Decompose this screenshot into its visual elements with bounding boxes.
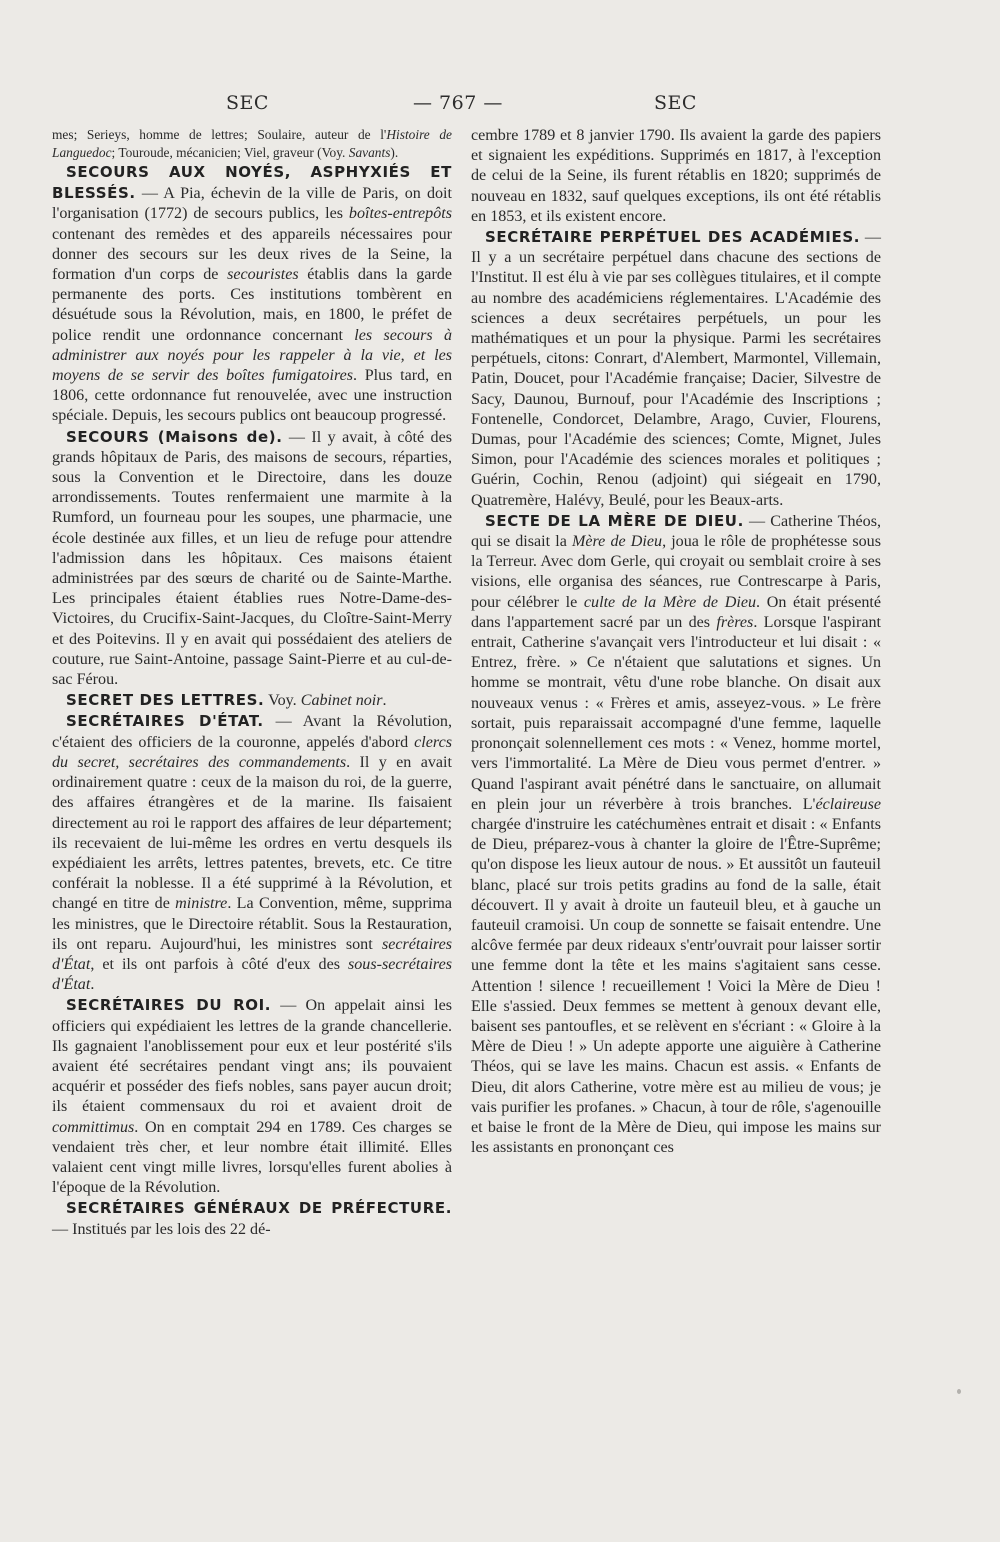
header-left-keyword: SEC bbox=[226, 92, 269, 114]
entry-secret-des-lettres: SECRET DES LETTRES. Voy. Cabinet noir. bbox=[66, 691, 387, 710]
entry-headword: SECTE DE LA MÈRE DE DIEU. bbox=[485, 511, 744, 530]
entry-secte-mere-de-dieu: SECTE DE LA MÈRE DE DIEU. — Catherine Théos, qui se disait la Mère de Dieu, joua le rôle de prophétesse sous la Terreur. Avec dom Gerle, qui croyait ou semblait croire à ses visions, elle organisa des séances, rue Contrescarpe à Paris, pour célébrer le culte de la Mère de Dieu. On était présenté dans l'appartement sacré par un des frères. Lorsque l'aspirant entrait, Catherine s'avançait vers l'introducteur et lui disait : « Entrez, frère. » Ce n'étaient que salutations et signes. Un homme se montrait, vêtu d'une robe blanche. On disait aux nouveaux venus : « Frères et amis, asseyez-vous. » Le frère sortait, puis reparaissait accompagné d'une femme, laquelle prononçait solennellement ces mots : « Venez, homme mortel, vers l'immortalité. La Mère de Dieu vous permet d'entrer. » Quand l'aspirant avait pénétré dans le sanctuaire, on allumait en plein jour un réverbère à trois branches. L'éclaireuse chargée d'instruire les catéchumènes entrait et disait : « Enfants de Dieu, préparez-vous à chanter la gloire de l'Être-Suprême; qu'on dispose les lieux autour de nous. » Et aussitôt un fauteuil blanc, placé sur trois petits gradins au fond de la salle, était découvert. Il y avait à droite un fauteuil bleu, et à gauche un fauteuil cramoisi. Un coup de sonnette se faisait entendre. Une alcôve fermée par deux rideaux s'entr'ouvrait pour laisser sortir une femme dont la tête et les mains s'agitaient sans cesse. Attention ! silence ! recueillement ! Voici la Mère de Dieu ! Elle s'assied. Deux femmes se mettent à genoux devant elle, baisent ses pantoufles, et se relèvent en s'écriant : « Gloire à la Mère de Dieu ! » Un adepte apporte une aiguière à Catherine Théos, qui se lave les mains. Chacun est assis. « Enfants de Dieu, dit alors Catherine, votre mère est au milieu de vous; je vais purifier les profanes. » Chacun, à tour de rôle, s'agenouille et baise le front de la Mère de Dieu, qui impose les mains sur les assistants en prononçant ces bbox=[471, 511, 881, 1157]
page-number: — 767 — bbox=[413, 92, 503, 114]
entry-continuation-prefecture: cembre 1789 et 8 janvier 1790. Ils avaient la garde des papiers et signaient les expéditions. Supprimés en 1817, à l'exception de celui de la Seine, ils furent rétablis en 1820; supprimés de nouveau en 1832, sauf quelques exceptions, ils ont été rétablis en 1853, et ils existent encore. bbox=[471, 127, 881, 225]
entry-secretaires-du-roi: SECRÉTAIRES DU ROI. — On appelait ainsi les officiers qui expédiaient les lettres de la grande chancellerie. Ils gagnaient l'anoblissement pour eux et leur postérité s'ils avaient été secrétaires pendant vingt ans; ils pouvaient acquérir et posséder des fiefs nobles, sans payer aucun droit; ils étaient commensaux du roi et avaient droit de committimus. On en comptait 294 en 1789. Ces charges se vendaient très cher, et leur nombre était illimité. Elles valaient cent vingt mille livres, lorsqu'elles furent abolies à l'époque de la Révolution. bbox=[52, 996, 452, 1197]
entry-secours-aux-noyes: SECOURS AUX NOYÉS, ASPHYXIÉS ET BLESSÉS. — A Pia, échevin de la ville de Paris, on doit l'organisation (1772) de secours publics, les boîtes-entrepôts contenant des remèdes et des appareils nécessaires pour donner des secours sur les deux rives de la Seine, la formation d'un corps de secouristes établis dans la garde permanente des ports. Ces institutions tombèrent en désuétude sous la Révolution, mais, en 1800, le préfet de police rendit une ordonnance concernant les secours à administrer aux noyés pour les rappeler à la vie, et les moyens de se servir des boîtes fumigatoires. Plus tard, en 1806, cette ordonnance fut renouvelée, avec une instruction spéciale. Depuis, les secours publics ont beaucoup progressé. bbox=[52, 163, 452, 425]
entry-headword: SECRÉTAIRES GÉNÉRAUX DE PRÉFECTURE. bbox=[66, 1199, 452, 1218]
entry-headword: SECRÉTAIRES DU ROI. bbox=[66, 996, 272, 1015]
entry-continuation-intro: mes; Serieys, homme de lettres; Soulaire, auteur de l'Histoire de Languedoc; Touroude, mécanicien; Viel, graveur (Voy. Savants). bbox=[52, 127, 452, 160]
left-column bbox=[52, 126, 452, 1240]
paper-speck bbox=[957, 1389, 961, 1394]
entry-headword: SECOURS (Maisons de). bbox=[66, 427, 283, 446]
right-column bbox=[471, 126, 881, 1158]
header-right-keyword: SEC bbox=[654, 92, 697, 114]
entry-secours-maisons: SECOURS (Maisons de). — Il y avait, à côté des grands hôpitaux de Paris, des maisons de secours, réparties, sous la Convention et le Directoire, dans les douze arrondissements. Toutes renfermaient une marmite à la Rumford, un fourneau pour les soupes, une pharmacie, une école destinée aux filles, et un lieu de refuge pour attendre l'admission dans les hôpitaux. Ces maisons étaient administrées par des sœurs de charité ou de Sainte-Marthe. Les principales étaient établies rues Notre-Dame-des-Victoires, du Crucifix-Saint-Jacques, du Cloître-Saint-Merry et des Poitevins. Il y en avait qui possédaient des ateliers de couture, rue Saint-Antoine, passage Saint-Pierre et au cul-de-sac Férou. bbox=[52, 427, 452, 689]
entry-headword: SECOURS AUX NOYÉS, ASPHYXIÉS ET BLESSÉS. bbox=[52, 163, 452, 203]
entry-headword: SECRET DES LETTRES. bbox=[66, 691, 265, 710]
entry-secretaires-d-etat: SECRÉTAIRES D'ÉTAT. — Avant la Révolution, c'étaient des officiers de la couronne, appelés d'abord clercs du secret, secrétaires des commandements. Il y en avait ordinairement quatre : ceux de la maison du roi, de la guerre, des affaires étrangères et de la marine. Ils faisaient directement au roi le rapport des affaires de leur département; ils recevaient de lui-même les ordres en vertu desquels ils expédiaient les arrêts, lettres patentes, brevets, etc. Ce titre conférait la noblesse. Il a été supprimé à la Révolution, et changé en titre de ministre. La Convention, même, supprima les ministres, que le Directoire rétablit. Sous la Restauration, ils ont reparu. Aujourd'hui, les ministres sont secrétaires d'État, et ils ont parfois à côté d'eux des sous-secrétaires d'État. bbox=[52, 712, 452, 994]
running-header bbox=[0, 92, 1000, 118]
entry-secretaires-generaux: SECRÉTAIRES GÉNÉRAUX DE PRÉFECTURE. — Institués par les lois des 22 dé- bbox=[52, 1199, 452, 1238]
entry-secretaire-perpetuel: SECRÉTAIRE PERPÉTUEL DES ACADÉMIES. — Il y a un secrétaire perpétuel dans chacune des sections de l'Institut. Il est élu à vie par ses collègues titulaires, et il compte au nombre des académiciens réglementaires. L'Académie des sciences a deux secrétaires perpétuels, un pour les mathématiques et un pour la physique. Parmi les secrétaires perpétuels, citons: Conrart, d'Alembert, Marmontel, Villemain, Patin, Doucet, pour l'Académie française; Dacier, Silvestre de Sacy, Daunou, Burnouf, pour l'Académie des Inscriptions ; Fontenelle, Condorcet, Delambre, Arago, Cuvier, Flourens, Dumas, pour l'Académie des sciences; Comte, Mignet, Jules Simon, pour l'Académie des sciences morales et politiques ; Guérin, Cochin, Renou (adjoint) qui siégeait en 1790, Quatremère, Halévy, Beulé, pour les Beaux-arts. bbox=[471, 228, 881, 509]
entry-headword: SECRÉTAIRES D'ÉTAT. bbox=[66, 712, 264, 731]
entry-headword: SECRÉTAIRE PERPÉTUEL DES ACADÉMIES. bbox=[485, 228, 861, 247]
